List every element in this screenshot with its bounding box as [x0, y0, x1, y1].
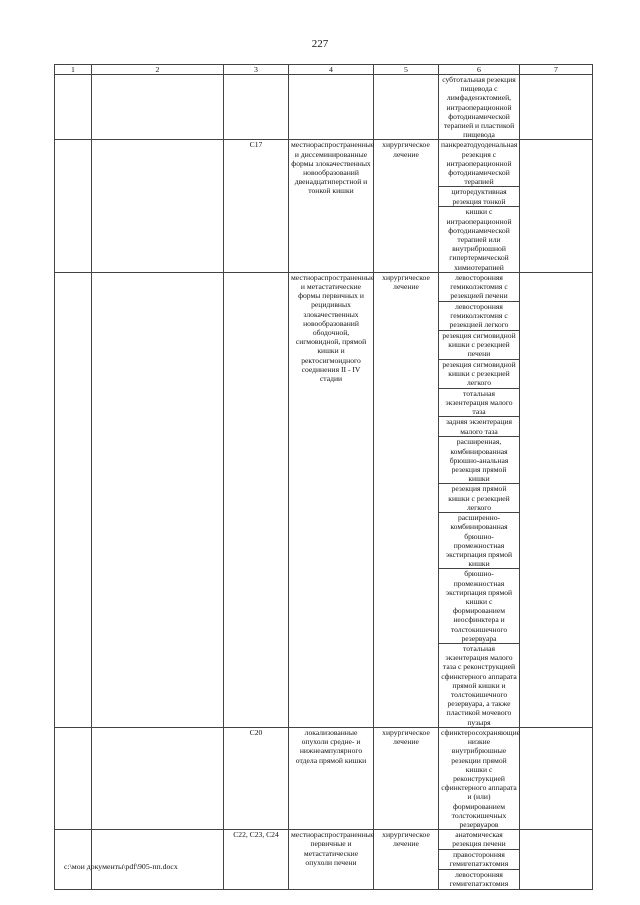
cell-empty: [520, 727, 593, 829]
column-header: 2: [92, 65, 224, 75]
condition-cell: местнораспространенные и метастатические формы первичных и рецидивных злокачественных новообразований ободочной, сигмовидной, прямой кишки и ректосигмоидного соединения II - IV стадии: [289, 272, 374, 727]
cell-empty: [520, 140, 593, 272]
treatment-method-cell: субтотальная резекция пищевода с лимфаденэктомией, интраоперационной фотодинамической терапией и пластикой пищевода: [439, 75, 520, 140]
cell-empty: [55, 272, 92, 727]
treatment-method-cell: брюшно-промежностная экстирпация прямой кишки с формированием неосфинктера и толстокишечного резервуара: [439, 569, 520, 644]
condition-cell: местнораспространенные и диссеминированные формы злокачественных новообразований двенадцатиперстной и тонкой кишки: [289, 140, 374, 272]
diagnosis-code-cell: C20: [224, 727, 289, 829]
cell-empty: [92, 75, 224, 140]
condition-cell: местнораспространенные первичные и метастатические опухоли печени: [289, 830, 374, 890]
diagnosis-code-cell: C22, C23, C24: [224, 830, 289, 890]
cell-empty: [520, 272, 593, 727]
document-file-path: c:\мои документы\pdf\905-пп.docx: [64, 862, 178, 871]
medical-care-table: [54, 64, 593, 890]
treatment-method-cell: левосторонняя гемиколэктомия с резекцией легкого: [439, 301, 520, 330]
treatment-method-cell: левосторонняя гемигепатэктомия: [439, 870, 520, 890]
diagnosis-code-cell: [224, 75, 289, 140]
diagnosis-code-cell: C17: [224, 140, 289, 272]
table-row: [55, 830, 593, 850]
diagnosis-code-cell: [224, 272, 289, 727]
table-header-row: [55, 65, 593, 75]
condition-cell: локализованные опухоли средне- и нижнеампулярного отдела прямой кишки: [289, 727, 374, 829]
cell-empty: [92, 140, 224, 272]
treatment-type-cell: хирургическое лечение: [374, 727, 439, 829]
cell-empty: [55, 75, 92, 140]
treatment-method-cell: задняя экзентерация малого таза: [439, 417, 520, 437]
cell-empty: [55, 727, 92, 829]
cell-empty: [55, 140, 92, 272]
column-header: 4: [289, 65, 374, 75]
column-header: 5: [374, 65, 439, 75]
treatment-method-cell: расширенная, комбинированная брюшно-анальная резекция прямой кишки: [439, 437, 520, 484]
table-row: [55, 140, 593, 187]
condition-cell: [289, 75, 374, 140]
treatment-method-cell: левосторонняя гемиколэктомия с резекцией печени: [439, 272, 520, 301]
treatment-method-cell: правосторонняя гемигепатэктомия: [439, 850, 520, 870]
cell-empty: [520, 75, 593, 140]
treatment-method-cell: анатомическая резекция печени: [439, 830, 520, 850]
column-header: 1: [55, 65, 92, 75]
column-header: 6: [439, 65, 520, 75]
column-header: 3: [224, 65, 289, 75]
cell-empty: [520, 830, 593, 890]
treatment-method-cell: тотальная экзентерация малого таза: [439, 388, 520, 417]
treatment-method-cell: панкреатодуоденальная резекция с интраоперационной фотодинамической терапией: [439, 140, 520, 187]
table-row: [55, 75, 593, 140]
treatment-method-cell: циторедуктивная резекция тонкой: [439, 187, 520, 207]
cell-empty: [92, 727, 224, 829]
treatment-method-cell: резекция сигмовидной кишки с резекцией печени: [439, 330, 520, 359]
page-number: 227: [311, 38, 329, 50]
cell-empty: [92, 272, 224, 727]
treatment-type-cell: [374, 75, 439, 140]
treatment-method-cell: кишки с интраоперационной фотодинамической терапией или внутрибрюшной гипертермической химиотерапией: [439, 207, 520, 272]
table-row: [55, 272, 593, 301]
treatment-method-cell: резекция прямой кишки с резекцией легкого: [439, 484, 520, 513]
cell-empty: [92, 830, 224, 890]
table-row: [55, 727, 593, 829]
treatment-method-cell: резекция сигмовидной кишки с резекцией легкого: [439, 359, 520, 388]
treatment-type-cell: хирургическое лечение: [374, 140, 439, 272]
cell-empty: [55, 830, 92, 890]
treatment-method-cell: расширенно-комбинированная брюшно-промежностная экстирпация прямой кишки: [439, 513, 520, 569]
column-header: 7: [520, 65, 593, 75]
treatment-method-cell: сфинктеросохраняющие низкие внутрибрюшные резекции прямой кишки с реконструкцией сфинктерного аппарата и (или) формированием толстокишечных резервуаров: [439, 727, 520, 829]
treatment-type-cell: хирургическое лечение: [374, 830, 439, 890]
treatment-type-cell: хирургическое лечение: [374, 272, 439, 727]
treatment-method-cell: тотальная экзентерация малого таза с реконструкцией сфинктерного аппарата прямой кишки и толстокишечного резервуара, а также пластикой мочевого пузыря: [439, 643, 520, 727]
